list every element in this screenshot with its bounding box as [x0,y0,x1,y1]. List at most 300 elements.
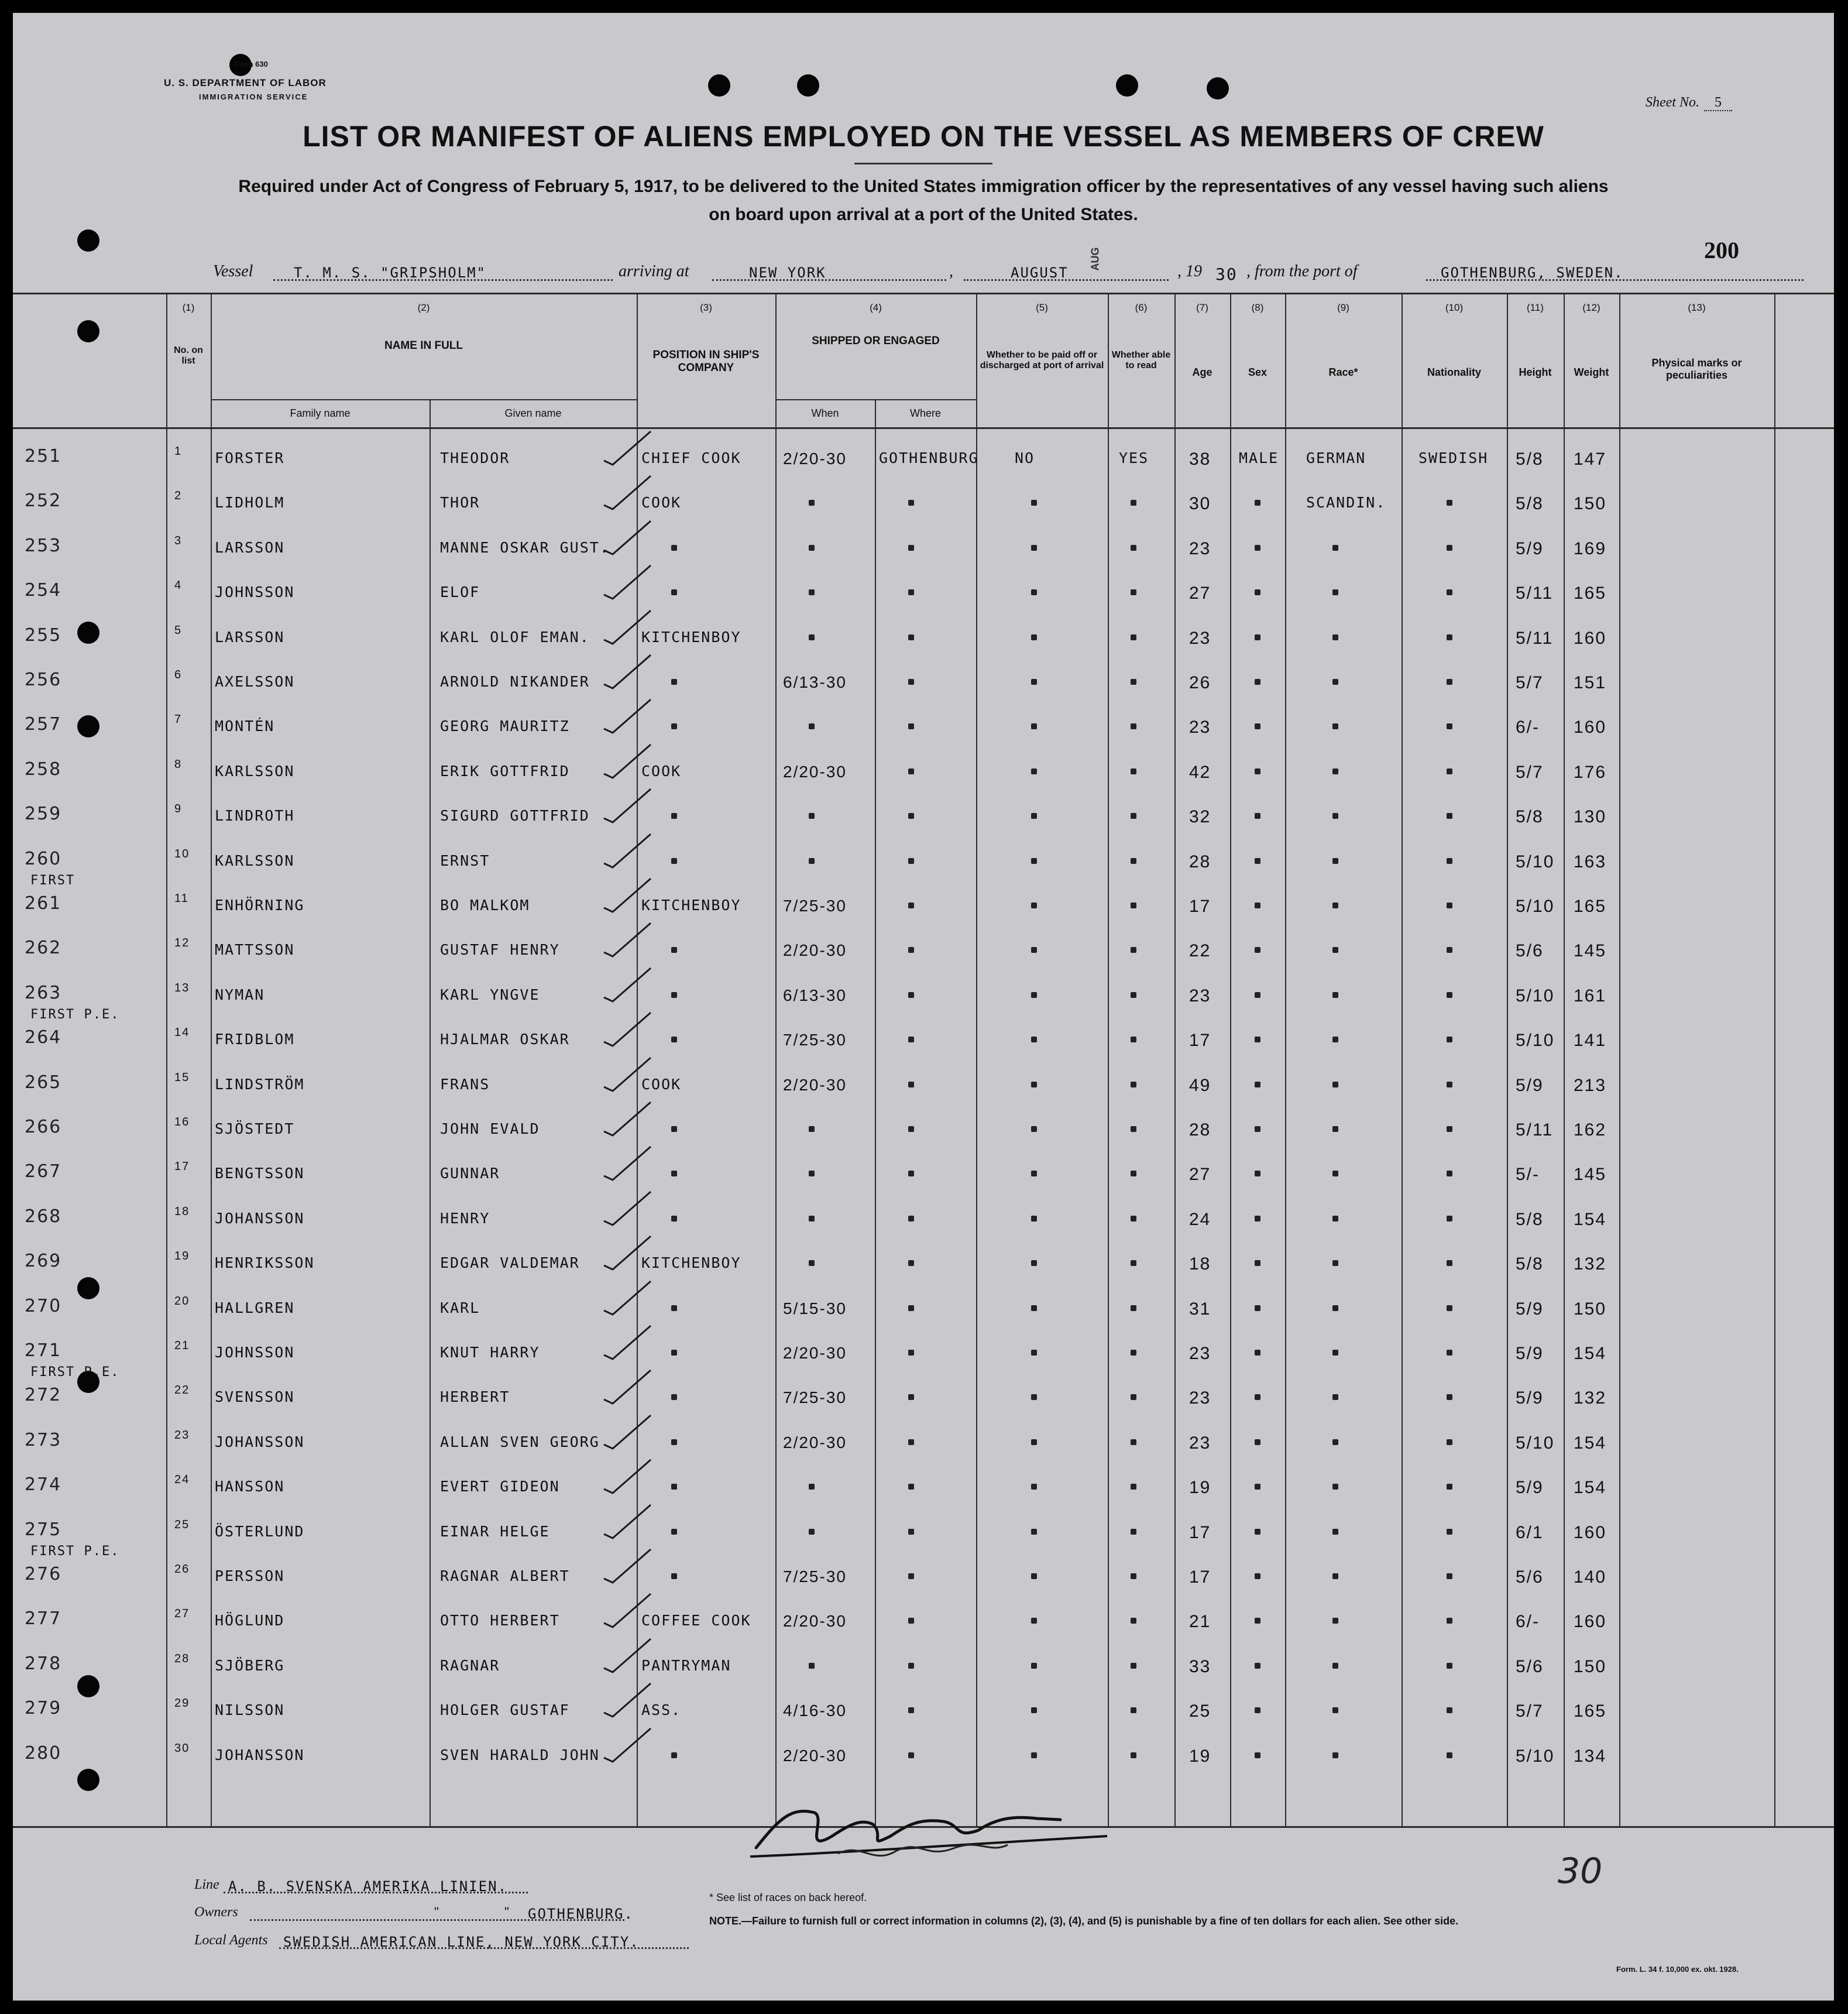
ditto-mark [809,813,815,819]
cell-family: MONTÉN [215,718,275,735]
cell-family: SJÖSTEDT [215,1120,295,1137]
cell-age: 42 [1189,762,1211,782]
ditto-mark [671,589,677,595]
signature-image [733,1783,1142,1871]
cell-age: 21 [1189,1612,1211,1632]
cell-given: MANNE OSKAR GUST. [440,538,610,556]
ditto-mark [1255,1394,1260,1400]
row-number: 19 [174,1250,190,1263]
check-mark-icon [601,1323,654,1364]
ditto-mark [809,723,815,729]
cell-age: 23 [1189,1388,1211,1408]
ditto-mark [1255,1171,1260,1176]
cell-age: 30 [1189,494,1211,514]
ditto-mark [908,947,914,953]
cell-family: BENGTSSON [215,1165,305,1182]
cell-age: 17 [1189,897,1211,916]
cell-read: YES [1119,450,1149,466]
ditto-mark [1447,589,1452,595]
ditto-mark [809,1529,815,1535]
ditto-mark [671,679,677,685]
cell-age: 49 [1189,1075,1211,1095]
ditto-mark [1255,1260,1260,1266]
departure-port: GOTHENBURG, SWEDEN. [1441,265,1624,281]
ditto-mark [908,589,914,595]
row-number: 20 [174,1294,190,1308]
year-prefix-label: , 19 [1177,262,1202,280]
ditto-mark [1031,589,1037,595]
serial-number: 252 [25,490,62,512]
form-number: Form 630 [234,60,268,68]
cell-weight: 150 [1574,494,1607,514]
cell-family: LARSSON [215,538,285,556]
cell-weight: 141 [1574,1031,1607,1051]
ditto-mark [671,813,677,819]
cell-weight: 160 [1574,1612,1607,1632]
cell-position: COOK [641,494,682,512]
ditto-mark [809,634,815,640]
cell-nationality: SWEDISH [1418,450,1489,466]
ditto-mark [809,1663,815,1669]
punch-hole [77,229,99,252]
cell-weight: 160 [1574,628,1607,648]
row-number: 13 [174,981,190,994]
ditto-mark [1031,1394,1037,1400]
ditto-mark [1255,1573,1260,1579]
check-mark-icon [601,1010,654,1051]
manifest-sheet [13,13,1834,2001]
ditto-mark [908,723,914,729]
ditto-mark [1332,1394,1338,1400]
row-number: 12 [174,936,190,950]
col-divider [1174,293,1176,1826]
row-number: 1 [174,445,183,458]
year-prefix: 19 [1186,262,1202,280]
ditto-mark [1332,1618,1338,1624]
row-number: 26 [174,1563,190,1576]
ditto-mark [908,992,914,998]
cell-weight: 147 [1574,450,1607,469]
ditto-mark [1131,768,1136,774]
ditto-mark [809,858,815,864]
ditto-mark [908,1439,914,1445]
row-number: 24 [174,1473,190,1487]
ditto-mark [1031,723,1037,729]
check-mark-icon [601,831,654,872]
col-number-4: (4) [870,302,882,313]
cell-height: 5/10 [1516,1433,1555,1453]
cell-position: CHIEF COOK [641,450,741,466]
ditto-mark [1332,723,1338,729]
cell-weight: 145 [1574,941,1607,961]
arrival-port: NEW YORK [749,265,826,281]
ditto-mark [809,1216,815,1222]
row-number: 11 [174,892,189,905]
ditto-mark [1255,813,1260,819]
ditto-mark [908,1305,914,1311]
col-number-7: (7) [1196,302,1208,313]
ditto-mark [1031,545,1037,551]
serial-number: 258 [25,759,62,780]
form-footer: Form. L. 34 f. 10,000 ex. okt. 1928. [1616,1965,1739,1974]
row-annotation: FIRST [30,873,75,888]
ditto-mark [1131,545,1136,551]
ditto-mark [908,1618,914,1624]
col-divider [166,293,167,1826]
agents-label: Local Agents [194,1933,268,1948]
cell-weight: 165 [1574,897,1607,916]
row-number: 2 [174,489,183,503]
serial-number: 280 [25,1742,62,1763]
serial-number: 251 [25,446,62,466]
serial-number: 263 [25,982,62,1003]
ditto-mark [1255,1350,1260,1356]
serial-number: 279 [25,1698,62,1719]
ditto-mark [671,992,677,998]
cell-family: JOHANSSON [215,1209,305,1227]
row-number: 8 [174,757,183,771]
ditto-mark [1131,634,1136,640]
serial-number: 259 [25,804,62,825]
col-header-when: When [811,407,839,419]
ditto-mark [1131,679,1136,685]
check-mark-icon [601,965,654,1006]
ditto-mark [809,589,815,595]
ditto-mark [1255,589,1260,595]
col-divider [1619,293,1620,1826]
col-number-11: (11) [1527,302,1544,313]
ditto-mark [1131,1037,1136,1042]
row-number: 17 [174,1160,190,1174]
row-number: 18 [174,1205,190,1218]
cell-given: ERIK GOTTFRID [440,762,570,780]
check-mark-icon [601,1278,654,1319]
cell-race: SCANDIN. [1306,494,1386,512]
ditto-mark [908,1752,914,1758]
check-mark-icon [601,1591,654,1632]
ditto-mark [1131,589,1136,595]
cell-family: FORSTER [215,450,285,466]
cell-weight: 151 [1574,673,1607,692]
cell-age: 26 [1189,673,1211,692]
ditto-mark [1031,1439,1037,1445]
ditto-mark [908,1126,914,1132]
row-number: 30 [174,1741,190,1755]
cell-given: BO MALKOM [440,897,530,914]
cell-given: THEODOR [440,450,510,466]
col-divider [1774,293,1775,1826]
owners-value: GOTHENBURG. [528,1906,634,1922]
ditto-mark [908,500,914,506]
cell-weight: 134 [1574,1746,1607,1766]
serial-number: 262 [25,938,62,959]
cell-weight: 213 [1574,1075,1607,1095]
ditto-mark [1255,1618,1260,1624]
cell-height: 6/1 [1516,1522,1544,1542]
ditto-mark [1131,1216,1136,1222]
ditto-mark [1031,1618,1037,1624]
serial-number: 264 [25,1027,62,1048]
service-name: IMMIGRATION SERVICE [199,92,308,101]
row-annotation: FIRST P.E. [30,1007,120,1023]
ditto-mark [1332,858,1338,864]
port-label-text: from the port of [1255,262,1358,280]
col-number-9: (9) [1337,302,1349,313]
row-number: 28 [174,1652,190,1665]
title-divider [854,163,992,164]
cell-position: COOK [641,762,682,780]
cell-weight: 154 [1574,1344,1607,1363]
ditto-mark [1447,813,1452,819]
ditto-mark [1332,903,1338,908]
cell-height: 5/11 [1516,628,1554,648]
fill-line [712,279,946,281]
row-number: 3 [174,534,183,547]
row-number: 16 [174,1116,190,1128]
cell-height: 5/7 [1516,762,1544,782]
cell-race: GERMAN [1306,450,1366,466]
cell-weight: 169 [1574,538,1607,558]
serial-number: 255 [25,625,62,646]
row-number: 23 [174,1428,190,1442]
cell-weight: 161 [1574,986,1607,1006]
cell-family: KARLSSON [215,762,295,780]
check-mark-icon [601,920,654,961]
cell-height: 5/9 [1516,1388,1544,1408]
col-divider [1285,293,1286,1826]
row-number: 29 [174,1697,190,1710]
cell-height: 5/9 [1516,538,1544,558]
ditto-mark [1255,1439,1260,1445]
cell-family: SVENSSON [215,1388,295,1406]
check-mark-icon [601,786,654,827]
cell-age: 22 [1189,941,1211,961]
check-mark-icon [601,742,654,783]
ditto-mark [908,1707,914,1713]
cell-position: COOK [641,1075,682,1093]
cell-when: 7/25-30 [783,1388,847,1407]
cell-family: NILSSON [215,1701,285,1719]
serial-number: 276 [25,1564,62,1584]
ditto-mark [908,679,914,685]
check-mark-icon [601,1680,654,1721]
ditto-mark [1255,1126,1260,1132]
ditto-mark [1031,1171,1037,1176]
ditto-mark [1332,813,1338,819]
ditto-mark [1447,545,1452,551]
header-bottom-border [13,427,1834,429]
col-header-marks: Physical marks or peculiarities [1651,357,1742,381]
cell-given: OTTO HERBERT [440,1612,560,1629]
punch-hole [1116,74,1138,97]
col-number-8: (8) [1251,302,1264,313]
ditto-mark [1447,1260,1452,1266]
cell-given: GUSTAF HENRY [440,941,560,959]
cell-given: GEORG MAURITZ [440,718,570,735]
cell-height: 5/11 [1516,584,1554,603]
row-number: 4 [174,579,183,592]
ditto-mark [809,1171,815,1176]
cell-weight: 162 [1574,1120,1607,1140]
serial-number: 274 [25,1474,62,1495]
ditto-mark [671,1484,677,1490]
col-divider [1402,293,1403,1826]
row-number: 7 [174,713,183,726]
check-mark-icon [601,1144,654,1185]
row-annotation: FIRST P.E. [30,1365,120,1380]
ditto-mark [1255,1529,1260,1535]
ditto-mark [1031,1707,1037,1713]
cell-when: 2/20-30 [783,941,847,960]
row-number: 21 [174,1339,190,1352]
cell-given: KARL YNGVE [440,986,540,1003]
cell-family: MATTSSON [215,941,295,959]
cell-height: 5/10 [1516,1031,1555,1051]
ditto-mark [1332,1082,1338,1087]
cell-height: 5/6 [1516,1656,1544,1676]
ditto-mark [1447,992,1452,998]
cell-weight: 165 [1574,584,1607,603]
cell-when: 2/20-30 [783,1612,847,1631]
ditto-mark [1031,500,1037,506]
cell-height: 5/11 [1516,1120,1554,1140]
cell-height: 5/8 [1516,1209,1544,1229]
ditto-mark [671,1394,677,1400]
ditto-mark [1332,1707,1338,1713]
check-mark-icon [601,608,654,649]
subtitle-line-1: Required under Act of Congress of February 5, 1917, to be delivered to the United States immigration officer by the representatives of any vessel having such aliens [238,177,1609,196]
ditto-mark [1131,500,1136,506]
ditto-mark [1131,1484,1136,1490]
table-top-border [13,293,1834,294]
handwritten-total: 30 [1558,1851,1603,1892]
ditto-mark [671,1126,677,1132]
ditto-mark [908,1350,914,1356]
cell-age: 24 [1189,1209,1211,1229]
cell-weight: 140 [1574,1567,1607,1587]
ditto-mark [1332,1171,1338,1176]
col-header-given: Given name [504,407,562,419]
ditto-mark [671,1216,677,1222]
ditto-mark [908,1216,914,1222]
serial-number: 257 [25,714,62,735]
cell-height: 5/7 [1516,673,1544,692]
cell-height: 6/- [1516,1612,1540,1632]
cell-age: 31 [1189,1299,1211,1319]
cell-age: 28 [1189,852,1211,872]
col-number-12: (12) [1582,302,1600,313]
ditto-mark [1131,813,1136,819]
cell-weight: 154 [1574,1209,1607,1229]
ditto-mark [1447,723,1452,729]
cell-weight: 154 [1574,1478,1607,1498]
row-number: 5 [174,623,183,637]
ditto-mark [1031,1126,1037,1132]
cell-family: JOHANSSON [215,1746,305,1763]
ditto-mark [1031,1305,1037,1311]
col-header-height: Height [1519,366,1552,378]
ditto-mark [1031,1573,1037,1579]
ditto-mark [908,1573,914,1579]
ditto-mark [908,1663,914,1669]
cell-family: LARSSON [215,628,285,646]
cell-age: 19 [1189,1746,1211,1766]
ditto-mark [809,500,815,506]
cell-where: GOTHENBURG [879,450,979,466]
cell-family: FRIDBLOM [215,1031,295,1048]
ditto-mark [908,1171,914,1176]
cell-height: 5/10 [1516,1746,1555,1766]
check-mark-icon [601,1636,654,1677]
cell-height: 5/8 [1516,807,1544,827]
owners-label: Owners [194,1905,238,1920]
ditto-mark [671,1752,677,1758]
serial-number: 266 [25,1117,62,1137]
check-mark-icon [601,1725,654,1766]
ditto-mark [1255,1663,1260,1669]
col-divider [1564,293,1565,1826]
check-mark-icon [601,428,654,469]
ditto-mark [1131,947,1136,953]
cell-given: GUNNAR [440,1165,500,1182]
cell-family: ENHÖRNING [215,897,305,914]
cell-given: HERBERT [440,1388,510,1406]
cell-height: 5/6 [1516,1567,1544,1587]
col-number-6: (6) [1135,302,1148,313]
cell-given: ALLAN SVEN GEORG [440,1433,600,1450]
ditto-mark [1255,723,1260,729]
ditto-mark [1031,1663,1037,1669]
cell-age: 27 [1189,584,1211,603]
cell-given: ARNOLD NIKANDER [440,673,590,690]
cell-given: SIGURD GOTTFRID [440,807,590,825]
ditto-mark [1447,1663,1452,1669]
penalty-note: NOTE.—Failure to furnish full or correct information in columns (2), (3), (4), and (5) is punishable by a fine of ten dollars for each alien. See other side. [709,1915,1459,1927]
serial-number: 268 [25,1206,62,1227]
cell-age: 23 [1189,986,1211,1006]
cell-height: 5/9 [1516,1075,1544,1095]
cell-when: 2/20-30 [783,1344,847,1362]
ditto-mark [671,1439,677,1445]
ditto-mark [908,768,914,774]
ditto-mark [671,545,677,551]
ditto-mark [1447,1573,1452,1579]
cell-age: 23 [1189,538,1211,558]
ditto-mark [908,1260,914,1266]
cell-age: 25 [1189,1701,1211,1721]
cell-weight: 150 [1574,1656,1607,1676]
ditto-mark [1255,1216,1260,1222]
count-stamp: 200 [1704,237,1739,263]
ditto-mark [1131,1350,1136,1356]
cell-age: 38 [1189,450,1211,469]
col-divider [1108,293,1109,1826]
col-header-position: POSITION IN SHIP'S COMPANY [652,349,760,374]
serial-number: 275 [25,1519,62,1540]
ditto-mark [1131,1394,1136,1400]
check-mark-icon [601,1412,654,1453]
ditto-mark [671,1350,677,1356]
ditto-mark [1255,634,1260,640]
ditto-mark [1447,500,1452,506]
cell-family: HANSSON [215,1478,285,1495]
cell-height: 5/8 [1516,450,1544,469]
cell-weight: 154 [1574,1433,1607,1453]
col-header-family: Family name [290,407,351,419]
cell-height: 5/6 [1516,941,1544,961]
col-number-10: (10) [1445,302,1464,313]
serial-number: 272 [25,1385,62,1406]
